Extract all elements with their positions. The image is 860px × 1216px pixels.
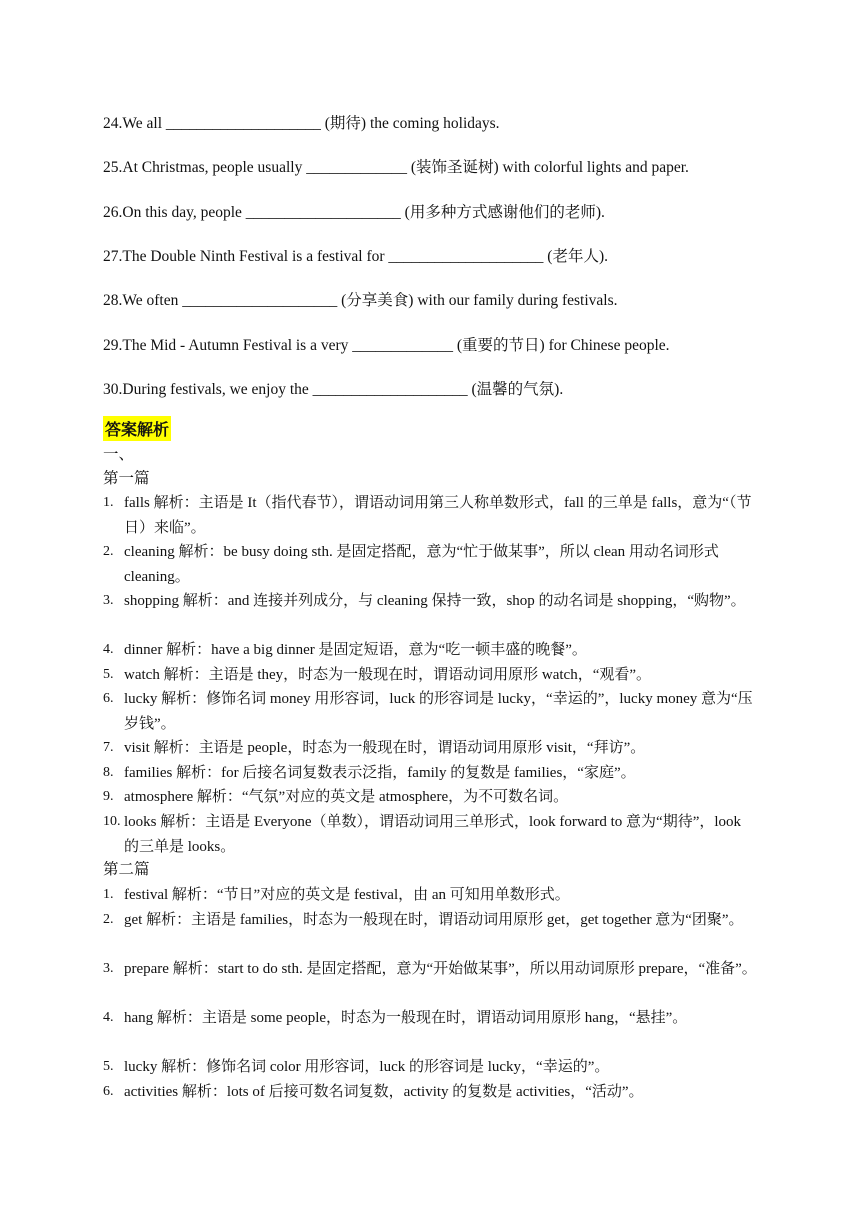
item-number: 2. bbox=[103, 544, 114, 559]
section-2-title: 第二篇 bbox=[103, 860, 150, 878]
list-item bbox=[103, 589, 758, 614]
item-text: looks 解析：主语是 Everyone（单数），谓语动词用三单形式，look forward to 意为“期待”，look 的三单是 looks。 bbox=[124, 814, 742, 855]
item-number: 4. bbox=[103, 642, 114, 657]
list-item bbox=[103, 785, 758, 810]
item-number: 10. bbox=[103, 814, 121, 829]
question-30: 30.During festivals, we enjoy the ____________________ (温馨的气氛). bbox=[103, 381, 564, 398]
list-item bbox=[103, 736, 758, 761]
item-number: 1. bbox=[103, 495, 114, 510]
question-26: 26.On this day, people ____________________ (用多种方式感谢他们的老师). bbox=[103, 204, 605, 221]
list-item bbox=[103, 883, 758, 908]
item-number: 1. bbox=[103, 887, 114, 902]
question-29: 29.The Mid - Autumn Festival is a very _____________ (重要的节日) for Chinese people. bbox=[103, 337, 670, 354]
item-number: 3. bbox=[103, 593, 114, 608]
item-text: lucky 解析：修饰名词 color 用形容词，luck 的形容词是 lucky，“幸运的”。 bbox=[124, 1059, 610, 1075]
list-item bbox=[103, 491, 758, 540]
item-number: 3. bbox=[103, 961, 114, 976]
section-1-title: 第一篇 bbox=[103, 469, 150, 487]
item-text: visit 解析：主语是 people，时态为一般现在时，谓语动词用原形 visit，“拜访”。 bbox=[124, 740, 646, 756]
item-text: lucky 解析：修饰名词 money 用形容词，luck 的形容词是 lucky，“幸运的”，lucky money 意为“压岁钱”。 bbox=[124, 691, 753, 732]
item-number: 8. bbox=[103, 765, 114, 780]
list-item bbox=[103, 908, 758, 933]
item-number: 9. bbox=[103, 789, 114, 804]
item-number: 6. bbox=[103, 691, 114, 706]
item-number: 5. bbox=[103, 667, 114, 682]
list-item bbox=[103, 663, 758, 688]
item-text: festival 解析：“节日”对应的英文是 festival，由 an 可知用单数形式。 bbox=[124, 887, 570, 903]
item-text: hang 解析：主语是 some people，时态为一般现在时，谓语动词用原形 hang，“悬挂”。 bbox=[124, 1010, 688, 1026]
item-number: 4. bbox=[103, 1010, 114, 1025]
list-item bbox=[103, 687, 758, 736]
item-number: 7. bbox=[103, 740, 114, 755]
item-number: 5. bbox=[103, 1059, 114, 1074]
item-text: get 解析：主语是 families，时态为一般现在时，谓语动词用原形 get，get together 意为“团聚”。 bbox=[124, 912, 744, 928]
list-item bbox=[103, 810, 758, 859]
question-24: 24.We all ____________________ (期待) the coming holidays. bbox=[103, 115, 500, 132]
list-item bbox=[103, 1006, 758, 1031]
list-item bbox=[103, 1055, 758, 1080]
list-item bbox=[103, 638, 758, 663]
list-item bbox=[103, 957, 758, 982]
item-text: atmosphere 解析：“气氛”对应的英文是 atmosphere，为不可数名词。 bbox=[124, 789, 569, 805]
item-text: families 解析：for 后接名词复数表示泛指，family 的复数是 families，“家庭”。 bbox=[124, 765, 636, 781]
list-item bbox=[103, 540, 758, 589]
question-25: 25.At Christmas, people usually _____________ (装饰圣诞树) with colorful lights and paper. bbox=[103, 159, 689, 176]
item-text: dinner 解析：have a big dinner 是固定短语，意为“吃一顿丰盛的晚餐”。 bbox=[124, 642, 587, 658]
answer-heading: 答案解析 bbox=[103, 416, 171, 441]
list-item bbox=[103, 1080, 758, 1105]
question-28: 28.We often ____________________ (分享美食) with our family during festivals. bbox=[103, 292, 618, 309]
item-text: activities 解析：lots of 后接可数名词复数，activity 的复数是 activities，“活动”。 bbox=[124, 1084, 644, 1100]
item-text: watch 解析：主语是 they，时态为一般现在时，谓语动词用原形 watch，“观看”。 bbox=[124, 667, 652, 683]
item-text: prepare 解析：start to do sth. 是固定搭配，意为“开始做某事”，所以用动词原形 prepare，“准备”。 bbox=[124, 961, 757, 977]
list-item bbox=[103, 761, 758, 786]
item-number: 6. bbox=[103, 1084, 114, 1099]
item-number: 2. bbox=[103, 912, 114, 927]
item-text: falls 解析：主语是 It（指代春节），谓语动词用第三人称单数形式，fall 的三单是 falls，意为“（节日）来临”。 bbox=[124, 495, 752, 536]
part-label: 一、 bbox=[103, 445, 135, 463]
item-text: shopping 解析：and 连接并列成分，与 cleaning 保持一致，shop 的动名词是 shopping，“购物”。 bbox=[124, 593, 746, 609]
question-27: 27.The Double Ninth Festival is a festival for ____________________ (老年人). bbox=[103, 248, 608, 265]
item-text: cleaning 解析：be busy doing sth. 是固定搭配，意为“忙于做某事”，所以 clean 用动名词形式 cleaning。 bbox=[124, 544, 719, 585]
